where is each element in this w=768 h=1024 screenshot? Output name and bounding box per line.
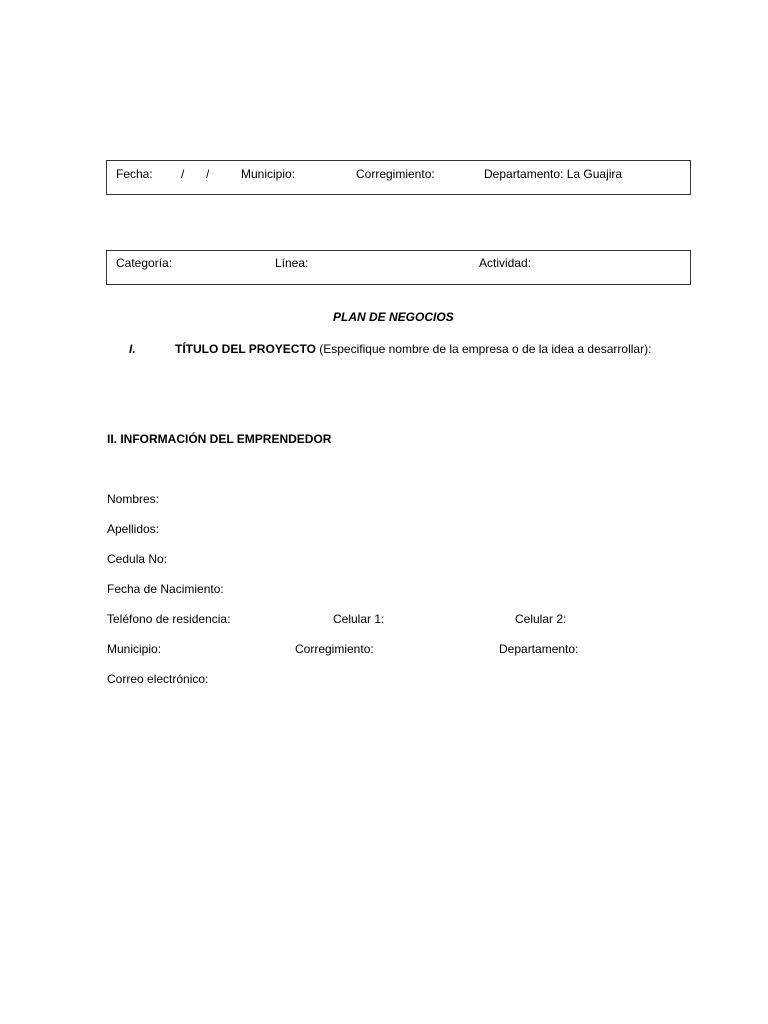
section1-heading: TÍTULO DEL PROYECTO <box>175 342 316 356</box>
departamento-label: Departamento: La Guajira <box>484 167 623 181</box>
linea-label: Línea: <box>275 256 309 270</box>
document-title: PLAN DE NEGOCIOS <box>333 310 454 324</box>
categoria-label: Categoría: <box>116 256 173 270</box>
section1-numeral: I. <box>129 342 136 356</box>
section2-heading: II. INFORMACIÓN DEL EMPRENDEDOR <box>107 432 332 446</box>
municipio-field-label: Municipio: <box>107 642 162 656</box>
date-separator: / <box>181 167 185 181</box>
actividad-label: Actividad: <box>479 256 532 270</box>
corregimiento-field-label: Corregimiento: <box>295 642 374 656</box>
section1-instruction: (Especifique nombre de la empresa o de la idea a desarrollar): <box>319 342 652 356</box>
departamento-field-label: Departamento: <box>499 642 579 656</box>
corregimiento-label: Corregimiento: <box>356 167 435 181</box>
fecha-nacimiento-label: Fecha de Nacimiento: <box>107 582 224 596</box>
apellidos-label: Apellidos: <box>107 522 160 536</box>
celular2-label: Celular 2: <box>515 612 567 626</box>
category-info-box <box>106 250 691 285</box>
cedula-label: Cedula No: <box>107 552 168 566</box>
section1-heading-line <box>175 342 651 356</box>
correo-label: Correo electrónico: <box>107 672 209 686</box>
celular1-label: Celular 1: <box>333 612 385 626</box>
municipio-label: Municipio: <box>241 167 296 181</box>
fecha-label: Fecha: <box>116 167 153 181</box>
telefono-residencia-label: Teléfono de residencia: <box>107 612 231 626</box>
date-separator: / <box>206 167 210 181</box>
nombres-label: Nombres: <box>107 492 160 506</box>
